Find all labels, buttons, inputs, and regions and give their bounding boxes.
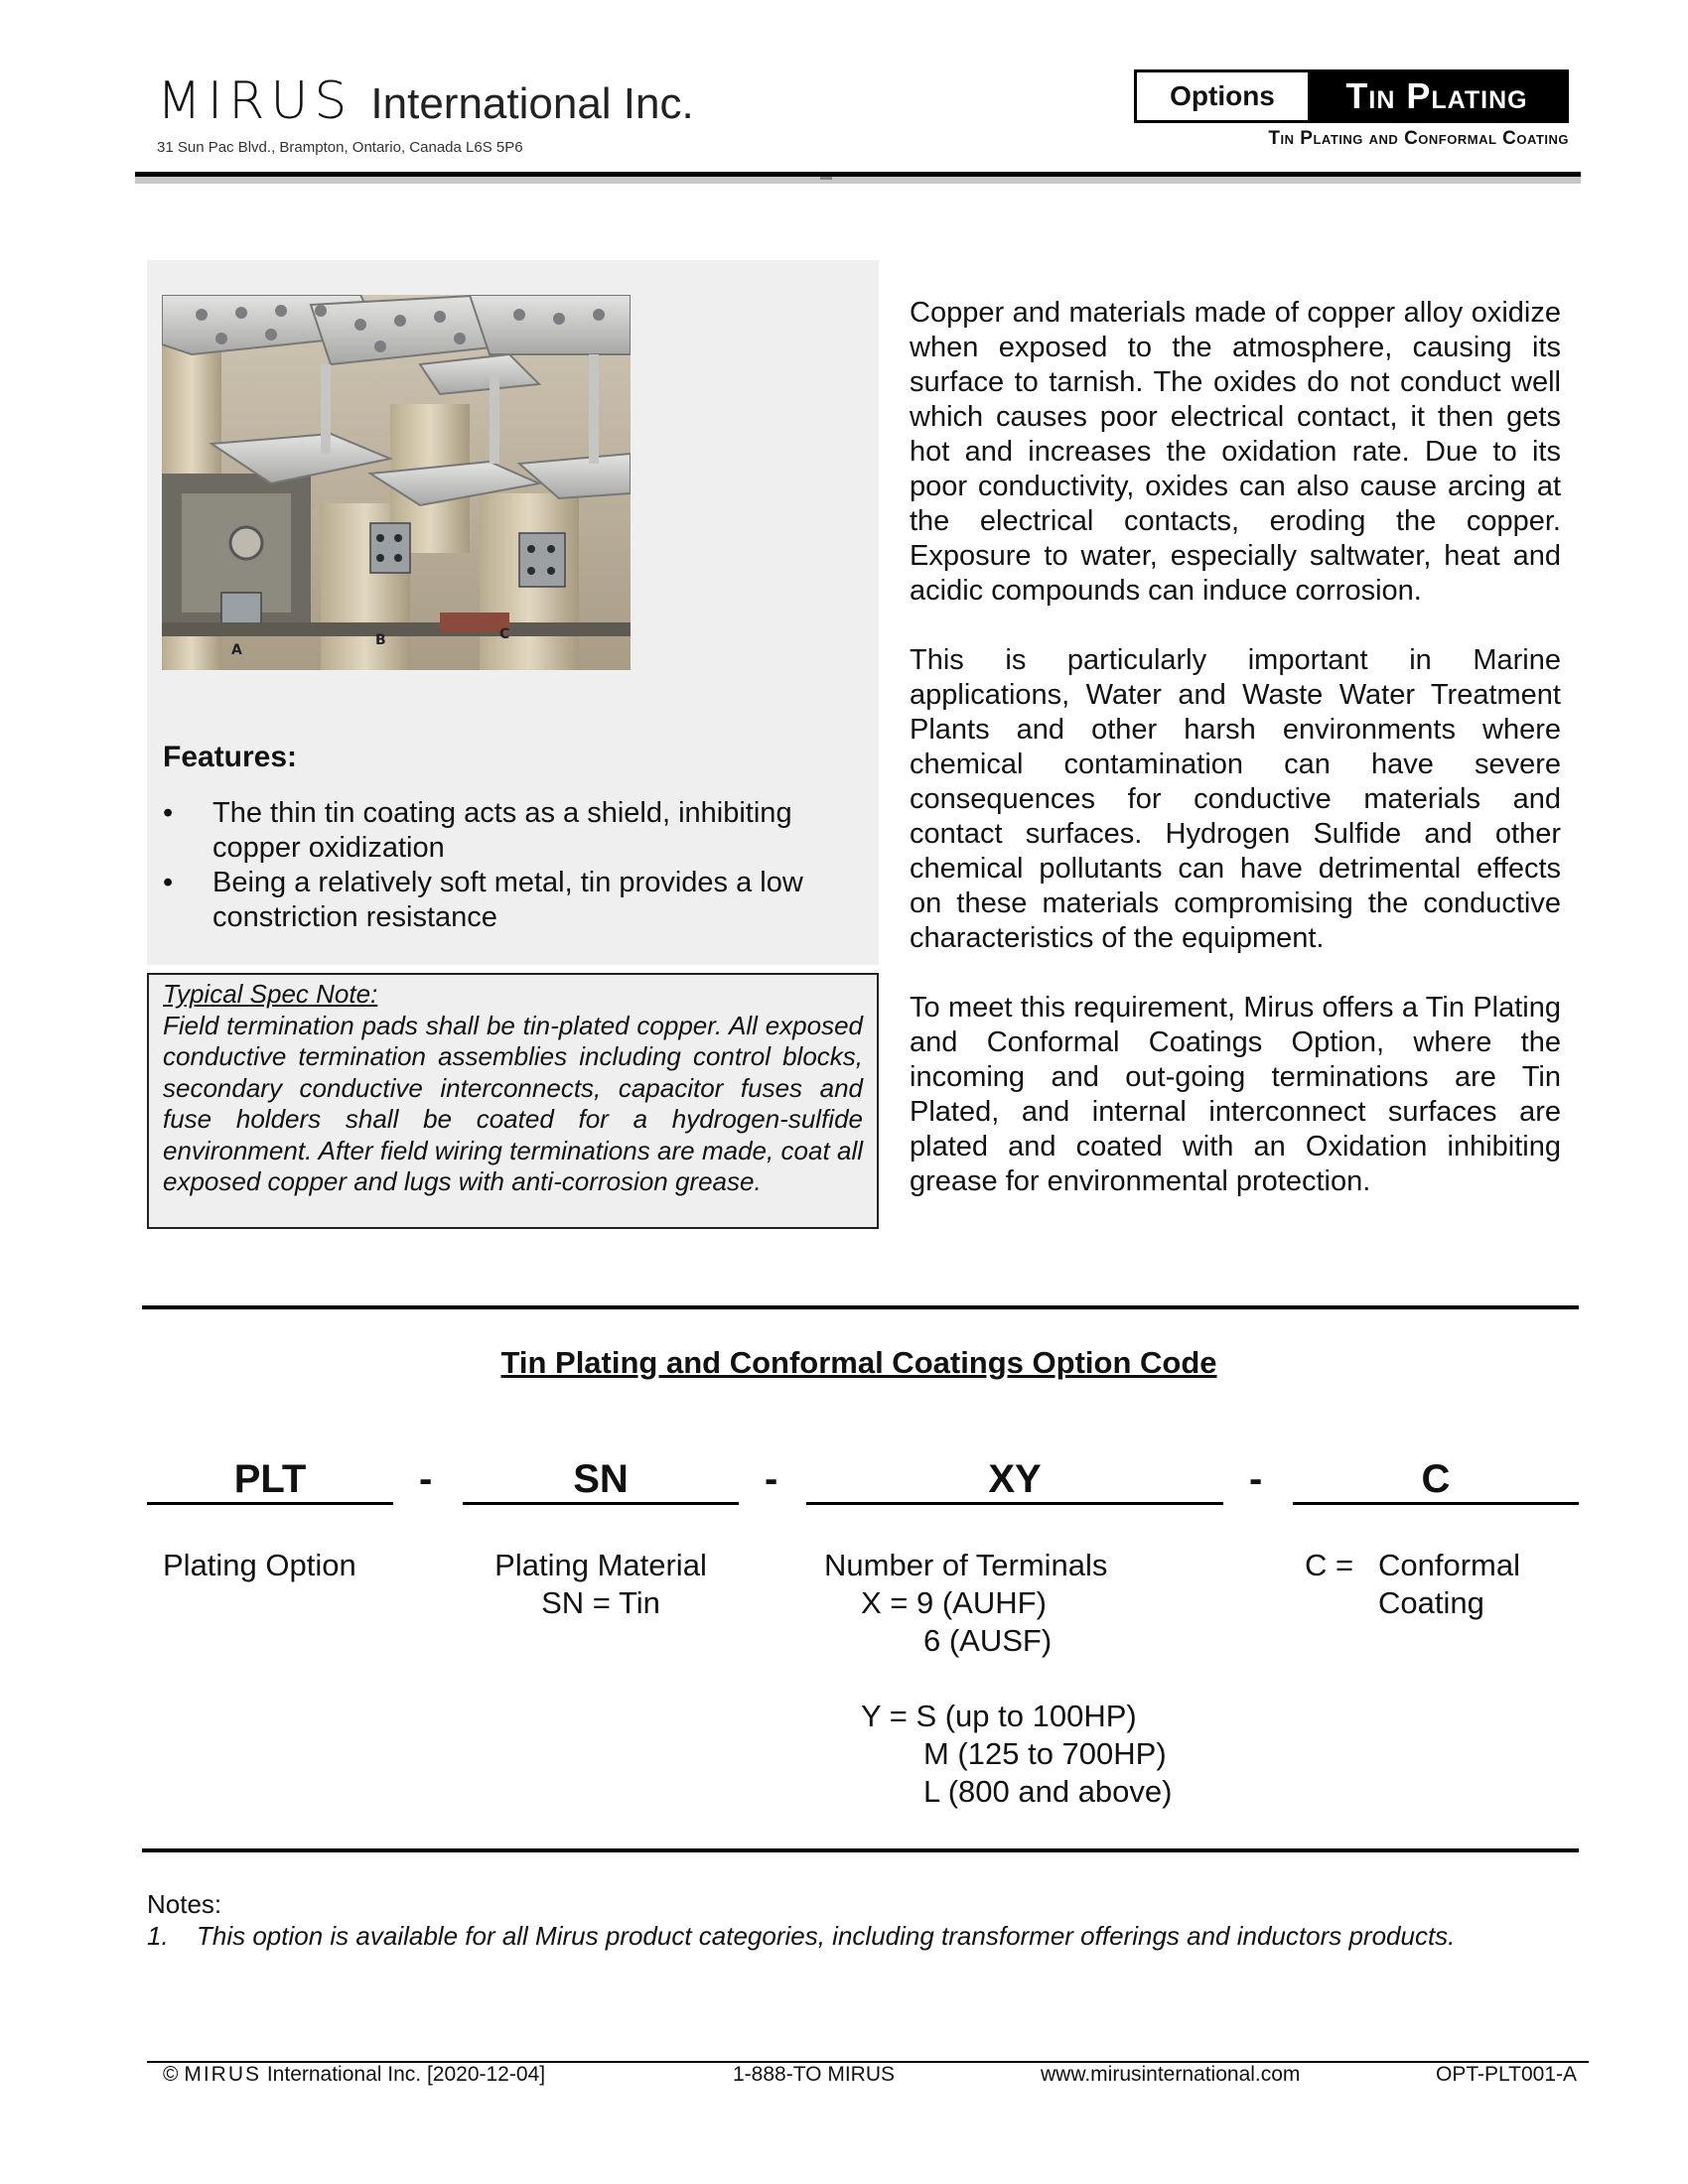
header-divider-shadow bbox=[135, 177, 1581, 184]
terminals-y-line: Y = S (up to 100HP) bbox=[861, 1699, 1137, 1733]
code-segment-c: C bbox=[1293, 1453, 1579, 1505]
code-segment-xy: XY bbox=[806, 1453, 1223, 1505]
note-item bbox=[147, 1921, 1455, 1952]
features-list bbox=[163, 796, 858, 935]
spec-note-body: Field termination pads shall be tin-plated copper. All exposed conductive termination assemblies including control blocks, secondary conductive interconnects, capacitor fuses and fuse holders shall be coated for a hydrogen-sulfide environment. After field wiring terminations are made, coat all exposed copper and lugs with anti-corrosion grease. bbox=[163, 1010, 863, 1196]
note-number: 1. bbox=[147, 1921, 169, 1951]
description-paragraph: This is particularly important in Marine applications, Water and Waste Water Treatment Plants and other harsh environments where chemical contamination can have severe consequences for conductive materials and contact surfaces. Hydrogen Sulfide and other chemical pollutants can have detrimental effects on these materials compromising the conductive characteristics of the equipment. bbox=[910, 644, 1561, 954]
copyright-icon: © bbox=[163, 2063, 179, 2086]
conformal-line: Coating bbox=[1378, 1585, 1484, 1620]
feature-text: Being a relatively soft metal, tin provides a low constriction resistance bbox=[212, 867, 803, 933]
spec-note-box bbox=[147, 973, 879, 1229]
bullet-icon: • bbox=[163, 867, 174, 898]
list-item bbox=[163, 866, 858, 935]
photo-label-a: A bbox=[231, 642, 242, 658]
photo-label-b: B bbox=[375, 632, 386, 648]
options-badge bbox=[1134, 69, 1569, 123]
footer-phone: 1-888-TO MIRUS bbox=[733, 2063, 895, 2086]
notes-title: Notes: bbox=[147, 1889, 222, 1919]
terminals-x-line: 6 (AUSF) bbox=[923, 1623, 1053, 1658]
options-label: Options bbox=[1170, 80, 1275, 111]
plating-option-label: Plating Option bbox=[163, 1548, 356, 1582]
section-divider-top bbox=[142, 1305, 1579, 1309]
footer-copyright bbox=[163, 2063, 545, 2087]
options-title: Tin Plating bbox=[1308, 72, 1566, 120]
spec-note-title: Typical Spec Note: bbox=[163, 979, 378, 1009]
features-heading: Features: bbox=[163, 741, 298, 773]
feature-text: The thin tin coating acts as a shield, inhibiting copper oxidization bbox=[212, 797, 792, 864]
footer-company-date: International Inc. [2020-12-04] bbox=[266, 2063, 546, 2086]
terminals-y-line: L (800 and above) bbox=[923, 1774, 1173, 1809]
list-item bbox=[163, 796, 858, 866]
conformal-line: Conformal bbox=[1378, 1548, 1520, 1582]
terminals-x-line: X = 9 (AUHF) bbox=[861, 1585, 1047, 1620]
note-text: This option is available for all Mirus product categories, including transformer offerings and inductors products. bbox=[197, 1921, 1456, 1951]
code-dash: - bbox=[419, 1457, 433, 1501]
code-dash: - bbox=[1249, 1457, 1263, 1501]
logo-mark: MIRUS bbox=[157, 71, 353, 131]
company-logo bbox=[157, 71, 694, 131]
code-dash: - bbox=[765, 1457, 778, 1501]
tin-plated-terminals-photo bbox=[162, 295, 631, 670]
terminals-y-line: M (125 to 700HP) bbox=[923, 1736, 1167, 1771]
conformal-value bbox=[1378, 1547, 1520, 1622]
conformal-equals: C = bbox=[1305, 1548, 1354, 1582]
header-divider-tick bbox=[820, 177, 832, 180]
logo-company-name: International Inc. bbox=[370, 79, 694, 128]
description-column bbox=[910, 296, 1561, 1234]
code-segment-plt: PLT bbox=[147, 1453, 393, 1505]
footer-logo-mark: MIRUS bbox=[184, 2063, 261, 2086]
footer-website: www.mirusinternational.com bbox=[1041, 2063, 1301, 2086]
terminals-title: Number of Terminals bbox=[824, 1548, 1108, 1582]
description-paragraph: Copper and materials made of copper alloy oxidize when exposed to the atmosphere, causing its surface to tarnish. The oxides do not conduct well which causes poor electrical contact, it then gets hot and increases the oxidation rate. Due to its poor conductivity, oxides can also cause arcing at the electrical contacts, eroding the copper. Exposure to water, especially saltwater, heat and acidic compounds can induce corrosion. bbox=[910, 297, 1561, 607]
company-address: 31 Sun Pac Blvd., Brampton, Ontario, Canada L6S 5P6 bbox=[157, 139, 523, 156]
photo-label-c: C bbox=[499, 626, 510, 642]
plating-material-value: SN = Tin bbox=[541, 1585, 660, 1620]
option-code-heading: Tin Plating and Conformal Coatings Option Code bbox=[500, 1345, 1217, 1380]
terminals-desc bbox=[824, 1547, 1172, 1811]
conformal-desc bbox=[1305, 1547, 1353, 1584]
code-segment-sn: SN bbox=[463, 1453, 739, 1505]
plating-material-label: Plating Material bbox=[494, 1548, 707, 1582]
bullet-icon: • bbox=[163, 797, 174, 829]
description-paragraph: To meet this requirement, Mirus offers a Tin Plating and Conformal Coatings Option, where the incoming and out-going terminations are Tin Plated, and internal interconnect surfaces are plated and coated with an Oxidation inhibiting grease for environmental protection. bbox=[910, 992, 1561, 1197]
plating-option-desc bbox=[163, 1547, 356, 1584]
plating-material-desc bbox=[463, 1547, 739, 1622]
section-divider-bottom bbox=[142, 1848, 1579, 1852]
options-subtitle: Tin Plating and Conformal Coating bbox=[1268, 128, 1569, 149]
footer-doc-code: OPT-PLT001-A bbox=[1436, 2063, 1577, 2086]
